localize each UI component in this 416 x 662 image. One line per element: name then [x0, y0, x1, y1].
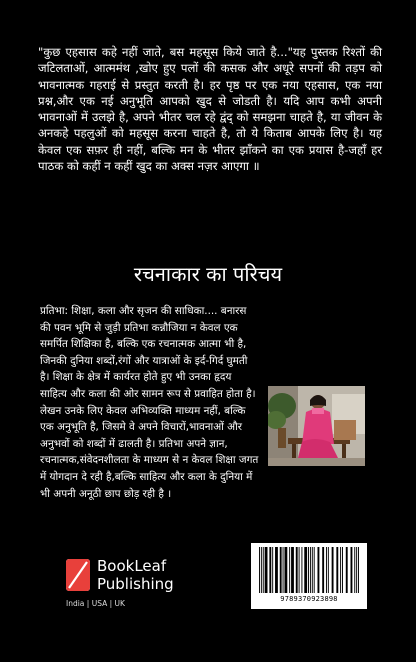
barcode-bar — [354, 547, 355, 593]
barcode-bar — [317, 547, 319, 593]
barcode-bar — [310, 547, 311, 593]
isbn-barcode — [251, 543, 367, 609]
barcode-bar — [299, 547, 300, 593]
author-photo — [268, 386, 365, 466]
publisher-regions: India | USA | UK — [66, 599, 125, 608]
barcode-bar — [261, 547, 262, 593]
barcode-bar — [356, 547, 357, 593]
barcode-bar — [269, 547, 271, 593]
isbn-number: 9789370923898 — [280, 595, 338, 603]
barcode-bar — [340, 547, 341, 593]
barcode-bar — [272, 547, 273, 593]
about-author-heading: रचनाकार का परिचय — [133, 262, 283, 286]
author-photo-illustration — [268, 386, 365, 466]
barcode-bar — [289, 547, 290, 593]
barcode-bar — [351, 547, 353, 593]
logo-slash-icon — [66, 559, 90, 591]
barcode-bar — [342, 547, 343, 593]
bookleaf-logo-icon — [66, 559, 90, 591]
barcode-bar — [322, 547, 324, 593]
barcode-bar — [326, 547, 327, 593]
back-cover-blurb: "कुछ एहसास कहे नहीं जाते, बस महसूस किये जाते है..."यह पुस्तक रिश्तों की जटिलताओं, आत्ममंथ ,खोए हुए पलों की कसक और अधूरे सपनों की तड़प को भावनात्मक गहराई से प्रस्तुत करती है। हर पृष्ठ पर एक नया एहसास, एक नया प्रश्न,और एक नई अनुभूति आपको खुद से जोडती है। यदि आप कभी अपनी भावनाओं में उलझे है, अपने भीतर चल रहे द्वंद् को समझना चाहते है, या जीवन के अनकहे पहलुओं को महसूस करना चाहते है, तो ये किताब आपके लिए है। यह केवल एक सफ़र ही नहीं, बल्कि मन के भीतर झाँकने का एक प्रयास है-जहाँ हर पाठक को कहीं न कहीं खुद का अक्स नज़र आएगा ॥ — [38, 45, 382, 174]
barcode-bar — [358, 547, 359, 593]
barcode-bar — [275, 547, 278, 593]
barcode-bar — [296, 547, 298, 593]
barcode-bar — [263, 547, 264, 593]
barcode-bar — [265, 547, 268, 593]
barcode-bar — [284, 547, 287, 593]
publisher-logo — [66, 555, 176, 607]
barcode-bar — [336, 547, 338, 593]
barcode-bar — [312, 547, 313, 593]
barcode-bar — [332, 547, 334, 593]
barcode-icon — [258, 547, 360, 593]
barcode-bar — [346, 547, 348, 593]
barcode-bar — [259, 547, 260, 593]
barcode-bar — [328, 547, 329, 593]
author-bio: प्रतिभा: शिक्षा, कला और सृजन की साधिका.... बनारस की पवन भूमि से जुड़ी प्रतिभा कन्नौजिया न केवल एक समर्पित शिक्षिका है, बल्कि एक रचनात्मक आत्मा भी है, जिनकी दुनिया शब्दों,रंगों और यात्राओं के इर्द-गिर्द घुमती है। शिक्षा के क्षेत्र में कार्यरत होते हुए भी उनका हृदय साहित्य और कला की ओर सामन रूप से प्रवाहित होता है। लेखन उनके लिए केवल अभिव्यक्ति माध्यम नहीं, बल्कि एक अनुभूति है, जिसमे वे अपने विचारों,भावनाओं और अनुभवों को शब्दों में ढालती है। प्रतिभा अपने ज्ञान, रचनात्मक,संवेदनशीलता के माध्यम से न केवल शिक्षा जगत में योगदान दे रही है,बल्कि साहित्य और कला के दुनिया में भी अपनी अनूठी छाप छोड़ रही है । — [40, 305, 259, 500]
publisher-name-line1: BookLeaf — [97, 557, 167, 575]
barcode-bar — [304, 547, 307, 593]
barcode-bar — [283, 547, 284, 593]
barcode-bar — [301, 547, 302, 593]
barcode-bar — [314, 547, 315, 593]
barcode-bar — [308, 547, 309, 593]
barcode-bar — [291, 547, 294, 593]
publisher-name-line2: Publishing — [97, 575, 174, 593]
barcode-bar — [280, 547, 282, 593]
